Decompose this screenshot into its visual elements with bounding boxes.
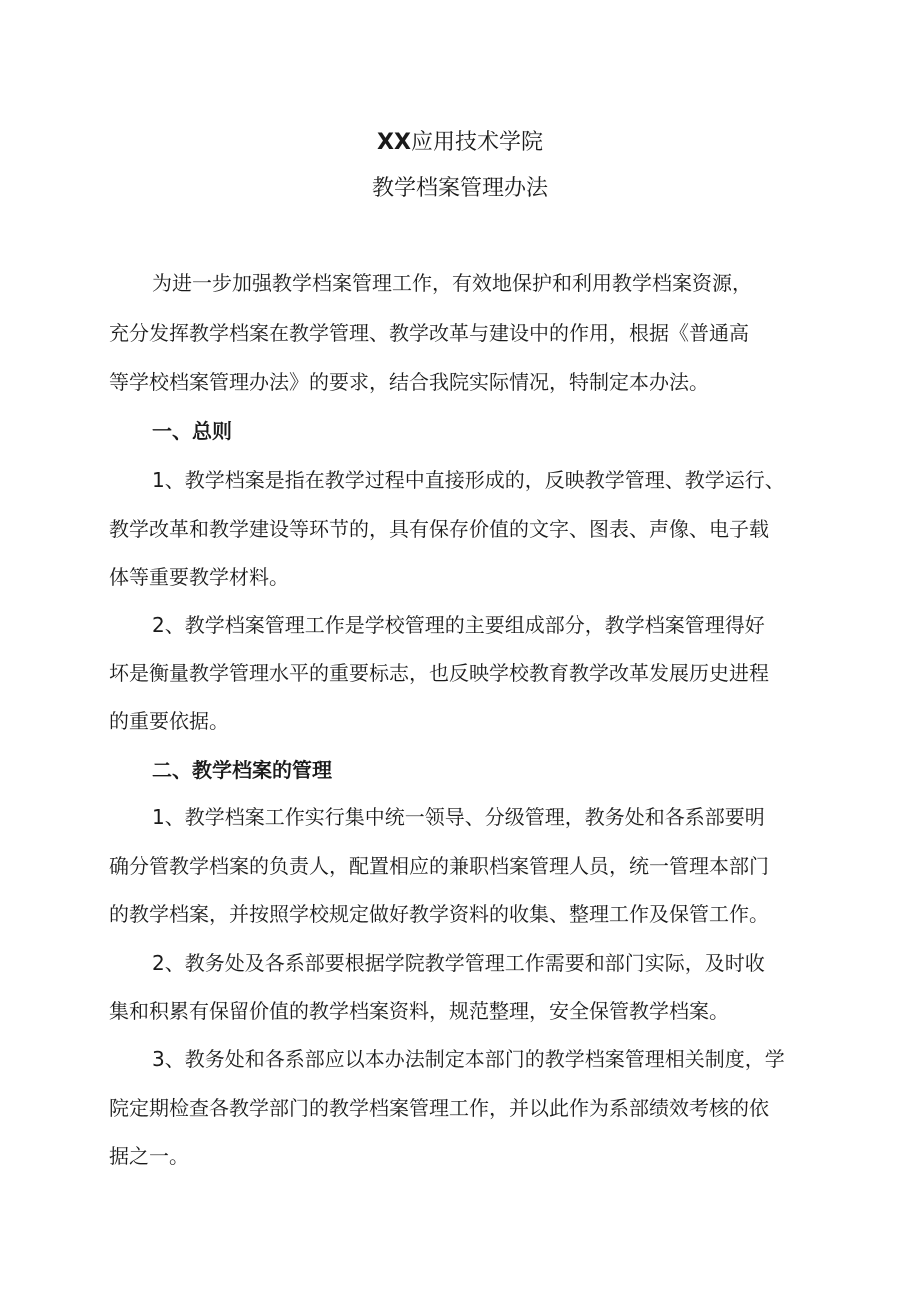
- paragraph-line: 教学改革和教学建设等环节的，具有保存价值的文字、图表、声像、电子载: [109, 517, 769, 541]
- section-heading-general: 一、总则: [152, 419, 232, 443]
- paragraph-line: 1、教学档案是指在教学过程中直接形成的，反映教学管理、教学运行、: [152, 468, 785, 492]
- document-subtitle: 教学档案管理办法: [371, 176, 548, 201]
- paragraph-line: 坏是衡量教学管理水平的重要标志，也反映学校教育教学改革发展历史进程: [109, 661, 769, 685]
- paragraph-line: 的重要依据。: [109, 709, 229, 733]
- paragraph-line: 体等重要教学材料。: [109, 565, 289, 589]
- section-heading-management: 二、教学档案的管理: [152, 758, 332, 782]
- intro-line: 充分发挥教学档案在教学管理、教学改革与建设中的作用，根据《普通高: [109, 321, 749, 345]
- paragraph-line: 2、教务处及各系部要根据学院教学管理工作需要和部门实际，及时收: [152, 951, 765, 975]
- intro-line: 为进一步加强教学档案管理工作，有效地保护和利用教学档案资源，: [152, 271, 752, 295]
- paragraph-line: 3、教务处和各系部应以本办法制定本部门的教学档案管理相关制度，学: [152, 1047, 785, 1071]
- paragraph-line: 的教学档案，并按照学校规定做好教学资料的收集、整理工作及保管工作。: [109, 902, 769, 926]
- paragraph-line: 2、教学档案管理工作是学校管理的主要组成部分，教学档案管理得好: [152, 613, 765, 637]
- paragraph-line: 集和积累有保留价值的教学档案资料，规范整理，安全保管教学档案。: [109, 999, 729, 1023]
- document-title: [0, 128, 920, 158]
- paragraph-line: 1、教学档案工作实行集中统一领导、分级管理，教务处和各系部要明: [152, 805, 765, 829]
- title-rest: 应用技术学院: [410, 130, 543, 155]
- intro-line: 等学校档案管理办法》的要求，结合我院实际情况，特制定本办法。: [109, 370, 709, 394]
- title-prefix: XX: [377, 130, 411, 155]
- paragraph-line: 确分管教学档案的负责人，配置相应的兼职档案管理人员，统一管理本部门: [109, 854, 769, 878]
- paragraph-line: 据之一。: [109, 1144, 189, 1168]
- paragraph-line: 院定期检查各教学部门的教学档案管理工作，并以此作为系部绩效考核的依: [109, 1096, 769, 1120]
